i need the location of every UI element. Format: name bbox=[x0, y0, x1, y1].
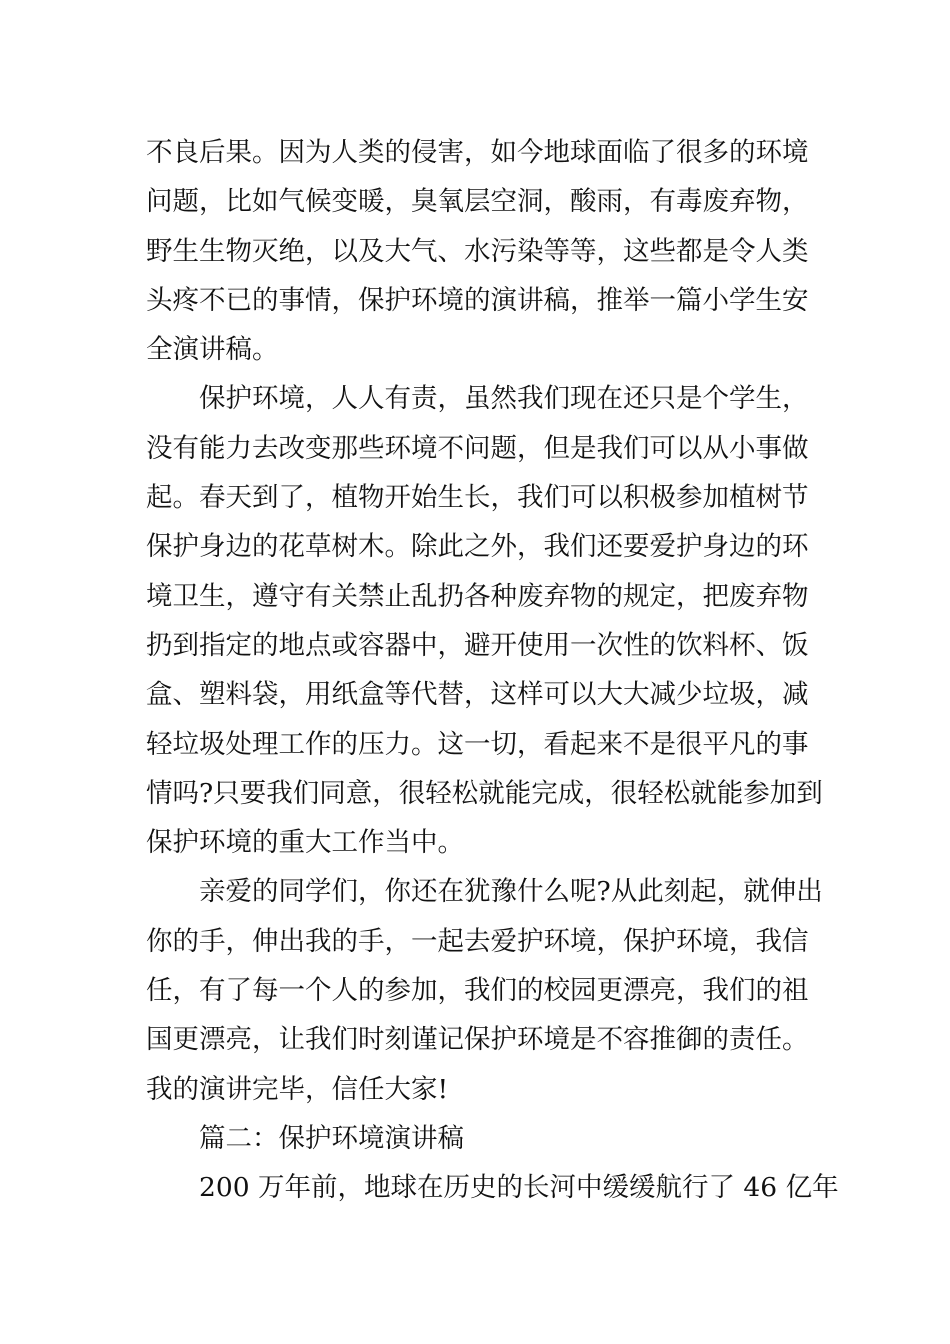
text-line: 全演讲稿。 bbox=[146, 334, 279, 366]
text-line: 保护环境，人人有责，虽然我们现在还只是个学生， bbox=[199, 383, 809, 415]
text-line: 头疼不已的事情，保护环境的演讲稿，推举一篇小学生安 bbox=[146, 284, 809, 316]
section-heading bbox=[146, 1114, 810, 1163]
text-line: 你的手，伸出我的手，一起去爱护环境，保护环境，我信 bbox=[146, 925, 809, 957]
text-line: 情吗?只要我们同意，很轻松就能完成，很轻松就能参加到 bbox=[146, 777, 823, 809]
text-line: 起。春天到了，植物开始生长，我们可以积极参加植树节 bbox=[146, 482, 809, 514]
text-line: 200 万年前，地球在历史的长河中缓缓航行了 46 亿年 bbox=[199, 1172, 839, 1204]
text-line: 境卫生，遵守有关禁止乱扔各种废弃物的规定，把废弃物 bbox=[146, 580, 809, 612]
text-line: 亲爱的同学们，你还在犹豫什么呢?从此刻起，就伸出 bbox=[199, 876, 823, 908]
document-body bbox=[146, 128, 839, 1213]
text-line: 野生生物灭绝，以及大气、水污染等等，这些都是令人类 bbox=[146, 235, 809, 267]
text-line: 轻垃圾处理工作的压力。这一切，看起来不是很平凡的事 bbox=[146, 728, 809, 760]
text-line: 任，有了每一个人的参加，我们的校园更漂亮，我们的祖 bbox=[146, 975, 809, 1007]
text-line: 保护环境的重大工作当中。 bbox=[146, 827, 464, 859]
text-line: 不良后果。因为人类的侵害，如今地球面临了很多的环境 bbox=[146, 137, 809, 168]
text-line: 国更漂亮，让我们时刻谨记保护环境是不容推御的责任。 bbox=[146, 1024, 809, 1056]
paragraph-4 bbox=[146, 1163, 839, 1212]
paragraph-1 bbox=[146, 128, 810, 374]
text-line: 问题，比如气候变暖，臭氧层空洞，酸雨，有毒废弃物， bbox=[146, 186, 809, 218]
text-line: 没有能力去改变那些环境不问题，但是我们可以从小事做 bbox=[146, 432, 809, 464]
text-line: 盒、塑料袋，用纸盒等代替，这样可以大大减少垃圾，减 bbox=[146, 679, 809, 711]
text-line: 我的演讲完毕，信任大家! bbox=[146, 1073, 449, 1105]
text-line: 保护身边的花草树木。除此之外，我们还要爱护身边的环 bbox=[146, 531, 809, 563]
paragraph-2 bbox=[146, 374, 823, 867]
paragraph-3 bbox=[146, 867, 823, 1113]
text-line: 扔到指定的地点或容器中，避开使用一次性的饮料杯、饭 bbox=[146, 629, 809, 661]
section-title: 篇二：保护环境演讲稿 bbox=[199, 1122, 464, 1154]
